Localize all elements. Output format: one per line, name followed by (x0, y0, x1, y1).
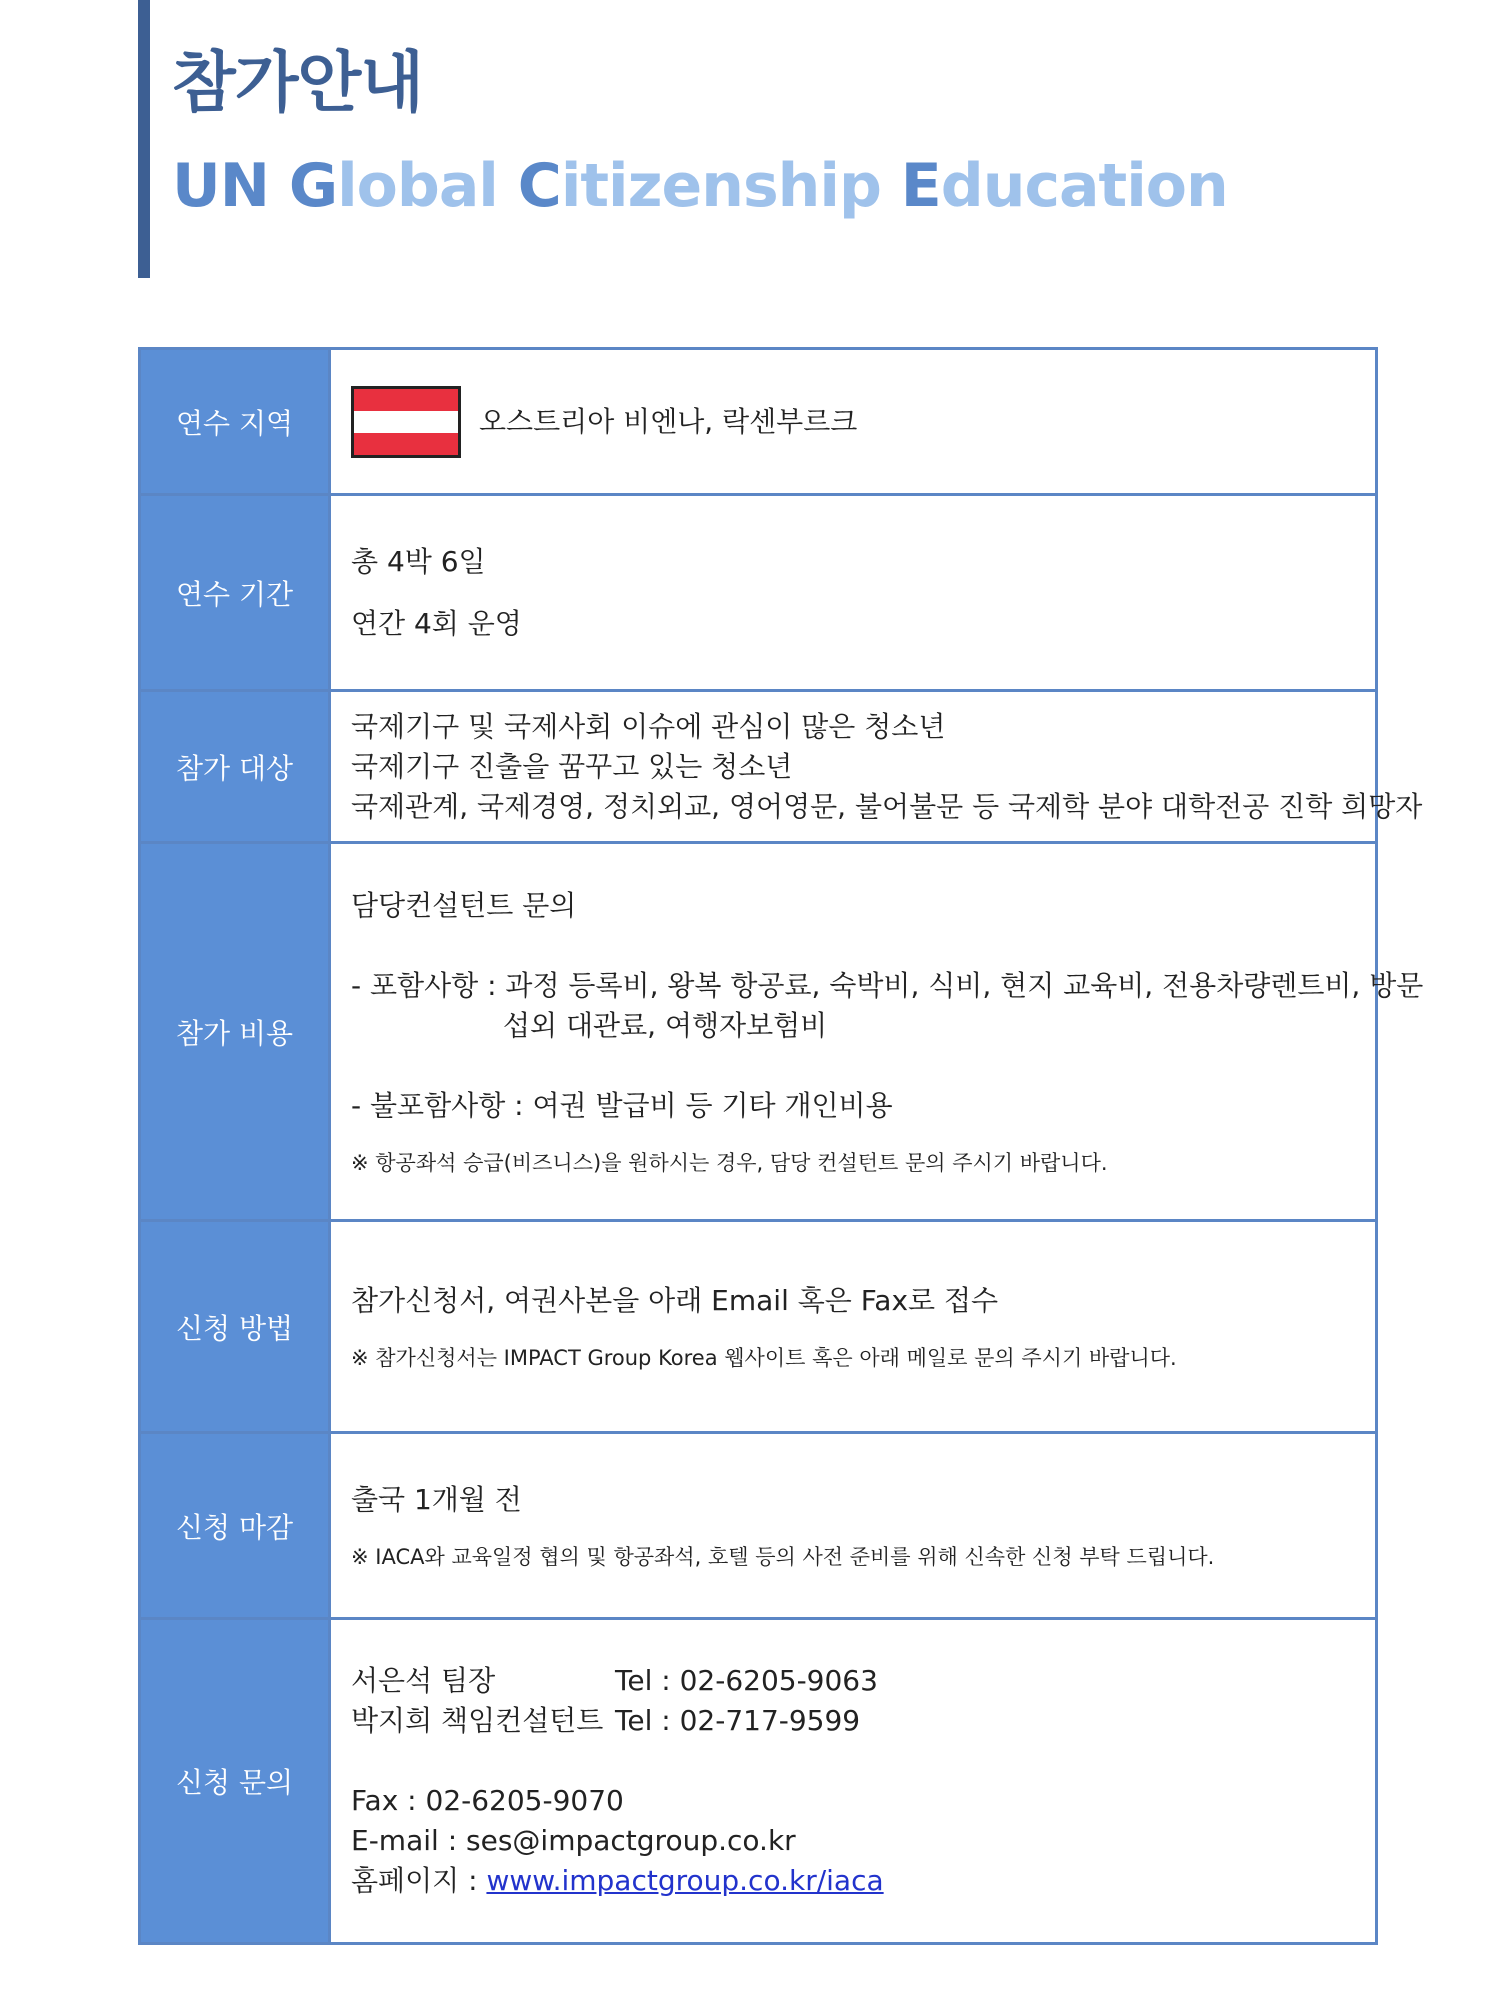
contact-list (351, 1661, 1375, 1741)
row-label: 신청 마감 (141, 1434, 331, 1617)
contact-tel: Tel : 02-717-9599 (615, 1704, 861, 1737)
subtitle-part: itizenship (560, 151, 901, 221)
austria-flag-icon (351, 386, 461, 458)
cost-note: ※ 항공좌석 승급(비즈니스)을 원하시는 경우, 담당 컨설턴트 문의 주시기 바랍니다. (351, 1150, 1108, 1175)
homepage-label: 홈페이지 : (351, 1864, 487, 1897)
fax-number: Fax : 02-6205-9070 (351, 1784, 624, 1817)
row-label: 참가 비용 (141, 844, 331, 1219)
subtitle-part: E (900, 151, 941, 221)
row-region (141, 350, 1375, 496)
row-label: 참가 대상 (141, 692, 331, 841)
row-content (331, 1222, 1375, 1431)
subtitle-part: C (517, 151, 561, 221)
row-label: 신청 문의 (141, 1620, 331, 1942)
row-label: 연수 지역 (141, 350, 331, 493)
target-line: 국제기구 진출을 꿈꾸고 있는 청소년 (351, 749, 793, 783)
contact-name: 박지희 책임컨설턴트 (351, 1704, 604, 1737)
title-accent-bar (138, 0, 150, 278)
row-label: 연수 기간 (141, 496, 331, 689)
row-content (331, 496, 1375, 689)
region-text: 오스트리아 비엔나, 락센부르크 (479, 404, 858, 438)
info-table (138, 347, 1424, 1945)
subtitle-part: lobal (337, 151, 518, 221)
deadline-note: ※ IACA와 교육일정 협의 및 항공좌석, 호텔 등의 사전 준비를 위해 신속한 신청 부탁 드립니다. (351, 1544, 1215, 1569)
subtitle-part: UN G (172, 151, 338, 221)
row-apply-method (141, 1222, 1375, 1434)
row-content (331, 350, 1375, 493)
target-line: 국제관계, 국제경영, 정치외교, 영어영문, 불어불문 등 국제학 분야 대학전공 진학 희망자 (351, 789, 1423, 823)
row-content (331, 844, 1423, 1219)
page-title: 참가안내 (172, 44, 424, 121)
row-label: 신청 방법 (141, 1222, 331, 1431)
period-duration: 총 4박 6일 (351, 544, 486, 578)
row-inquiry (141, 1620, 1375, 1942)
cost-intro: 담당컨설턴트 문의 (351, 888, 577, 922)
row-content (331, 1434, 1375, 1617)
period-frequency: 연간 4회 운영 (351, 606, 522, 640)
row-cost (141, 844, 1424, 1222)
target-line: 국제기구 및 국제사회 이슈에 관심이 많은 청소년 (351, 709, 946, 743)
cost-included: - 포함사항 : 과정 등록비, 왕복 항공료, 숙박비, 식비, 현지 교육비, 전용차량렌트비, 방문 (351, 968, 1424, 1002)
row-period (141, 496, 1375, 692)
homepage-line (351, 1861, 1375, 1901)
contact-tel: Tel : 02-6205-9063 (615, 1664, 878, 1697)
cost-excluded: - 불포함사항 : 여권 발급비 등 기타 개인비용 (351, 1088, 893, 1122)
row-target (141, 692, 1423, 844)
cost-included-continued: 섭외 대관료, 여행자보험비 (503, 1008, 828, 1042)
row-content (331, 1620, 1375, 1942)
apply-method-text: 참가신청서, 여권사본을 아래 Email 혹은 Fax로 접수 (351, 1283, 999, 1317)
subtitle-part: ducation (940, 151, 1228, 221)
row-deadline (141, 1434, 1375, 1620)
email-address: E-mail : ses@impactgroup.co.kr (351, 1824, 796, 1857)
page-subtitle (172, 151, 1228, 221)
region-line (351, 386, 1375, 458)
apply-method-note: ※ 참가신청서는 IMPACT Group Korea 웹사이트 혹은 아래 메일로 문의 주시기 바랍니다. (351, 1345, 1177, 1370)
contact-name: 서은석 팀장 (351, 1664, 496, 1697)
deadline-text: 출국 1개월 전 (351, 1482, 522, 1516)
homepage-link[interactable]: www.impactgroup.co.kr/iaca (486, 1864, 884, 1897)
row-content (331, 692, 1422, 841)
